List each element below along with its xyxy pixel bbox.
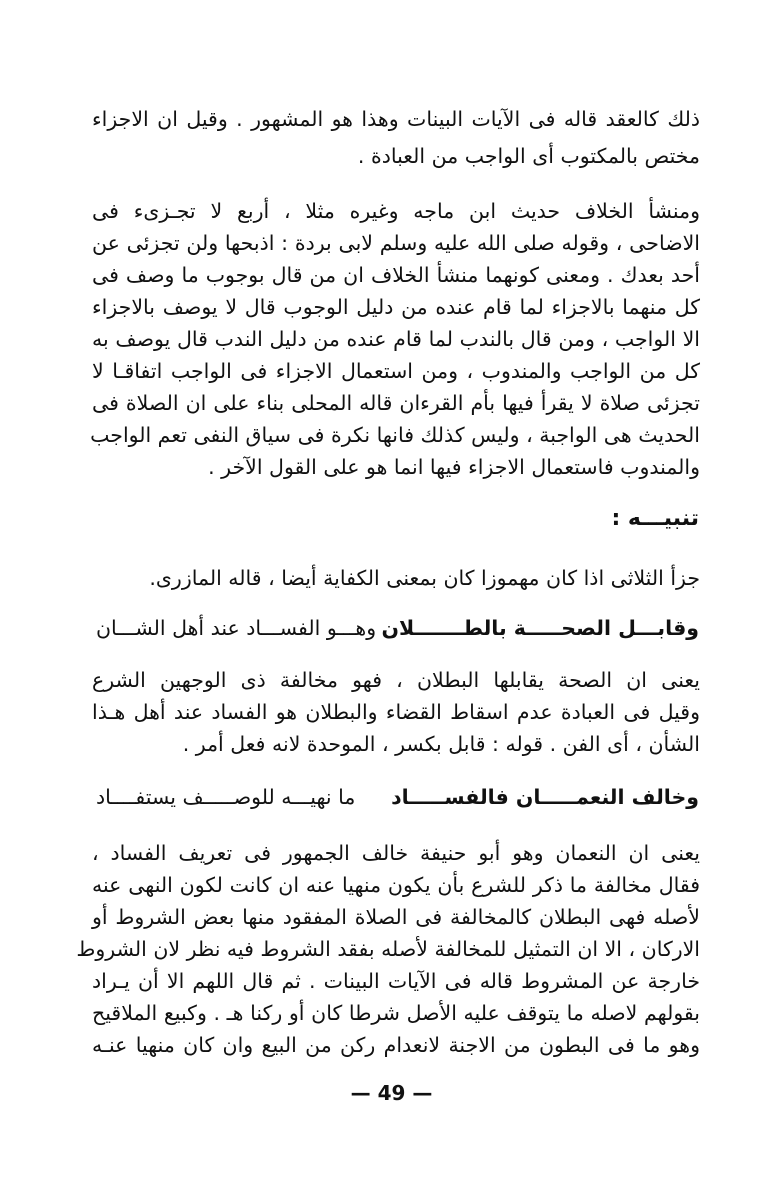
text-line: والمندوب فاستعمال الاجزاء فيها انما هو على القول الآخر .	[208, 455, 700, 479]
text-line: الشأن ، أى الفن . قوله : قابل بكسر ، الموحدة لانه فعل أمر .	[182, 732, 700, 756]
text-line: جزأ الثلاثى اذا كان مهموزا كان بمعنى الكفاية أيضا ، قاله المازرى.	[149, 566, 700, 590]
section-heading: تنبيـــه :	[611, 506, 699, 531]
verse-second-hemistich: وهـــو الفســـاد عند أهل الشـــان	[96, 616, 377, 640]
text-line: بقولهم لاصله ما يتوقف عليه الأصل شرطا كان أو ركنا هـ . وكبيع الملاقيح	[92, 1001, 700, 1025]
text-line: مختص بالمكتوب أى الواجب من العبادة .	[357, 144, 700, 168]
text-line: كل منهما بالاجزاء لما قام عنده من دليل الوجوب قال لا يوصف بالاجزاء	[92, 295, 700, 319]
text-line: الاركان ، الا ان التمثيل للمخالفة لأصله بفقد الشروط فيه نظر لان الشروط	[76, 937, 700, 961]
text-line: الاضاحى ، وقوله صلى الله عليه وسلم لابى بردة : اذبحها ولن تجزئى عن	[92, 231, 700, 255]
text-line: كل من الواجب والمندوب ، ومن استعمال الاجزاء فى الواجب اتفاقـا لا	[92, 359, 700, 383]
text-line: وقيل فى العبادة عدم اسقاط القضاء والبطلان هو الفساد عند أهل هـذا	[92, 700, 700, 724]
text-line: خارجة عن المشروط قاله فى الآيات البينات . ثم قال اللهم الا أن يـراد	[92, 969, 700, 993]
text-line: ومنشأ الخلاف حديث ابن ماجه وغيره مثلا ، أربع لا تجـزىء فى	[92, 199, 700, 223]
verse-first-hemistich: وقابـــل الصحـــــة بالطـــــــلان	[381, 616, 699, 640]
verse-first-hemistich: وخالف النعمـــــان فالفســـــاد	[391, 785, 699, 809]
verse-second-hemistich: ما نهيـــه للوصـــــف يستفــــاد	[96, 785, 356, 809]
text-line: أحد بعدك . ومعنى كونهما منشأ الخلاف ان من قال بوجوب ما وصف فى	[92, 263, 700, 287]
text-line: ذلك كالعقد قاله فى الآيات البينات وهذا هو المشهور . وقيل ان الاجزاء	[92, 107, 700, 131]
text-line: يعنى ان النعمان وهو أبو حنيفة خالف الجمهور فى تعريف الفساد ،	[92, 841, 700, 865]
text-line: تجزئى صلاة لا يقرأ فيها بأم القرءان قاله المحلى بناء على ان الصلاة فى	[92, 391, 700, 415]
text-line: لأصله فهى البطلان كالمخالفة فى الصلاة المفقود منها بعض الشروط أو	[92, 905, 700, 929]
text-line: الا الواجب ، ومن قال بالندب لما قام عنده من دليل الندب قال يوصف به	[92, 327, 700, 351]
text-line: فقال مخالفة ما ذكر للشرع بأن يكون منهيا عنه ان كانت لكون النهى عنه	[92, 873, 700, 897]
page-number: — 49 —	[350, 1081, 433, 1105]
text-line: يعنى ان الصحة يقابلها البطلان ، فهو مخالفة ذى الوجهين الشرع	[92, 668, 700, 692]
text-line: الحديث هى الواجبة ، وليس كذلك فانها نكرة فى سياق النفى تعم الواجب	[90, 423, 700, 447]
text-line: وهو ما فى البطون من الاجنة لانعدام ركن من البيع وان كان منهيا عنـه	[92, 1033, 700, 1057]
